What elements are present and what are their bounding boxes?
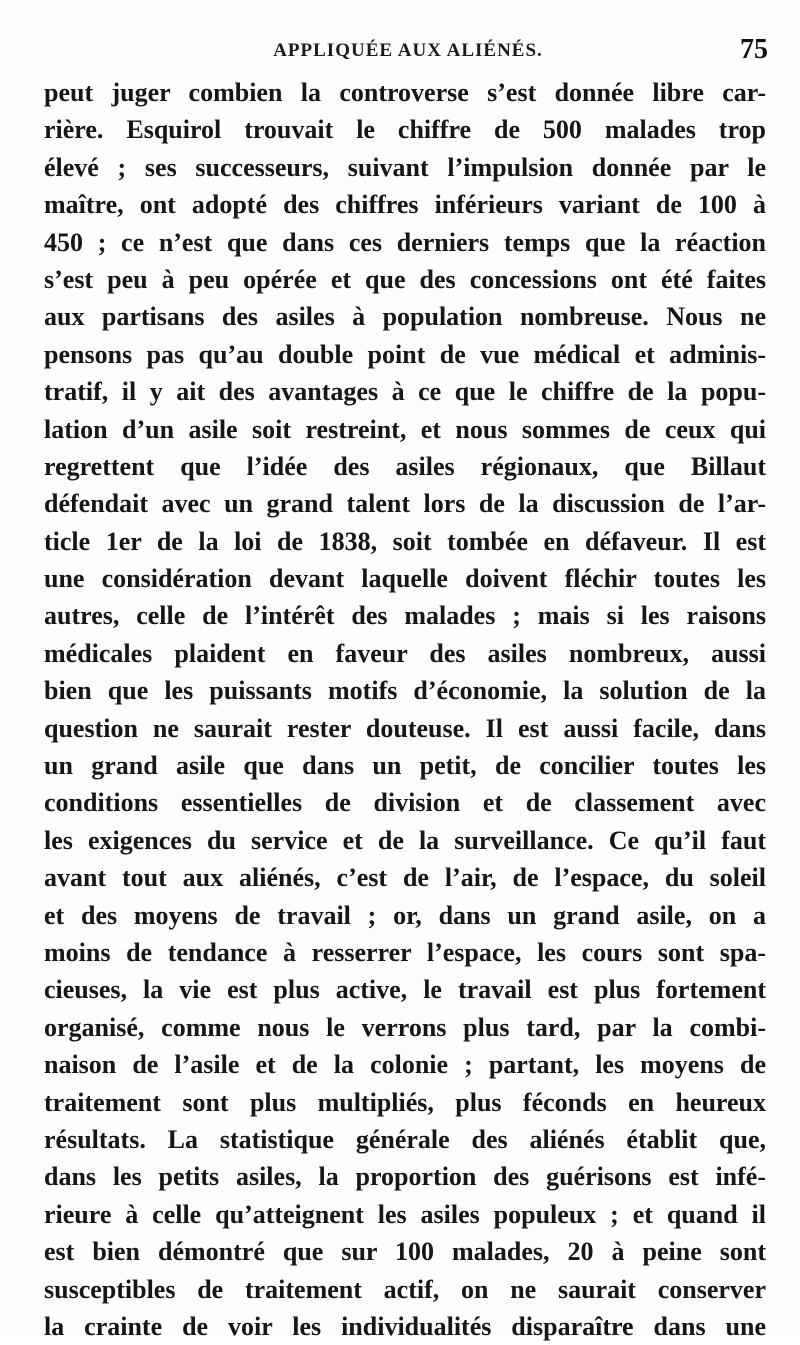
text-line: une considération devant laquelle doivent fléchir toutes les <box>44 564 766 594</box>
text-line: lation d’un asile soit restreint, et nous sommes de ceux qui <box>44 414 766 444</box>
text-line: ticle 1er de la loi de 1838, soit tombée en défaveur. Il est <box>44 526 766 556</box>
text-line: traitement sont plus multipliés, plus féconds en heureux <box>44 1087 766 1117</box>
text-line: résultats. La statistique générale des aliénés établit que, <box>44 1124 766 1154</box>
text-line: cieuses, la vie est plus active, le travail est plus fortement <box>44 975 766 1005</box>
running-title: APPLIQUÉE AUX ALIÉNÉS. <box>273 40 543 61</box>
text-line: et des moyens de travail ; or, dans un grand asile, on a <box>44 900 766 930</box>
text-line: rieure à celle qu’atteignent les asiles populeux ; et quand il <box>44 1199 766 1229</box>
text-line: regrettent que l’idée des asiles régionaux, que Billaut <box>44 451 766 481</box>
text-line: avant tout aux aliénés, c’est de l’air, de l’espace, du soleil <box>44 863 766 893</box>
text-line: susceptibles de traitement actif, on ne saurait conserver <box>44 1274 766 1304</box>
text-line: autres, celle de l’intérêt des malades ; mais si les raisons <box>44 601 766 631</box>
text-line: maître, ont adopté des chiffres inférieurs variant de 100 à <box>44 190 766 220</box>
text-line: dans les petits asiles, la proportion des guérisons est infé- <box>44 1162 766 1192</box>
text-line: organisé, comme nous le verrons plus tard, par la combi- <box>44 1012 766 1042</box>
text-line: un grand asile que dans un petit, de concilier toutes les <box>44 751 766 781</box>
text-line: peut juger combien la controverse s’est donnée libre car- <box>44 78 766 107</box>
text-line: bien que les puissants motifs d’économie, la solution de la <box>44 676 766 706</box>
text-line: moins de tendance à resserrer l’espace, les cours sont spa- <box>44 937 766 967</box>
text-line: rière. Esquirol trouvait le chiffre de 500 malades trop <box>44 115 766 145</box>
text-line: défendait avec un grand talent lors de la discussion de l’ar- <box>44 489 766 519</box>
text-line: naison de l’asile et de la colonie ; partant, les moyens de <box>44 1050 766 1080</box>
text-line: tratif, il y ait des avantages à ce que le chiffre de la popu- <box>44 377 766 407</box>
running-head <box>48 30 768 70</box>
text-line: 450 ; ce n’est que dans ces derniers temps que la réaction <box>44 227 766 257</box>
text-line: élevé ; ses successeurs, suivant l’impulsion donnée par le <box>44 152 766 182</box>
page-number: 75 <box>740 34 768 65</box>
text-line: aux partisans des asiles à population nombreuse. Nous ne <box>44 302 766 332</box>
text-line: conditions essentielles de division et de classement avec <box>44 788 766 818</box>
text-line: les exigences du service et de la surveillance. Ce qu’il faut <box>44 825 766 855</box>
text-line: question ne saurait rester douteuse. Il est aussi facile, dans <box>44 713 766 743</box>
text-line: médicales plaident en faveur des asiles nombreux, aussi <box>44 638 766 668</box>
text-line: est bien démontré que sur 100 malades, 20 à peine sont <box>44 1237 766 1267</box>
text-line: la crainte de voir les individualités disparaître dans une <box>44 1311 766 1341</box>
body-text <box>44 74 766 1345</box>
text-line: s’est peu à peu opérée et que des concessions ont été faites <box>44 264 766 294</box>
text-line: pensons pas qu’au double point de vue médical et adminis- <box>44 339 766 369</box>
